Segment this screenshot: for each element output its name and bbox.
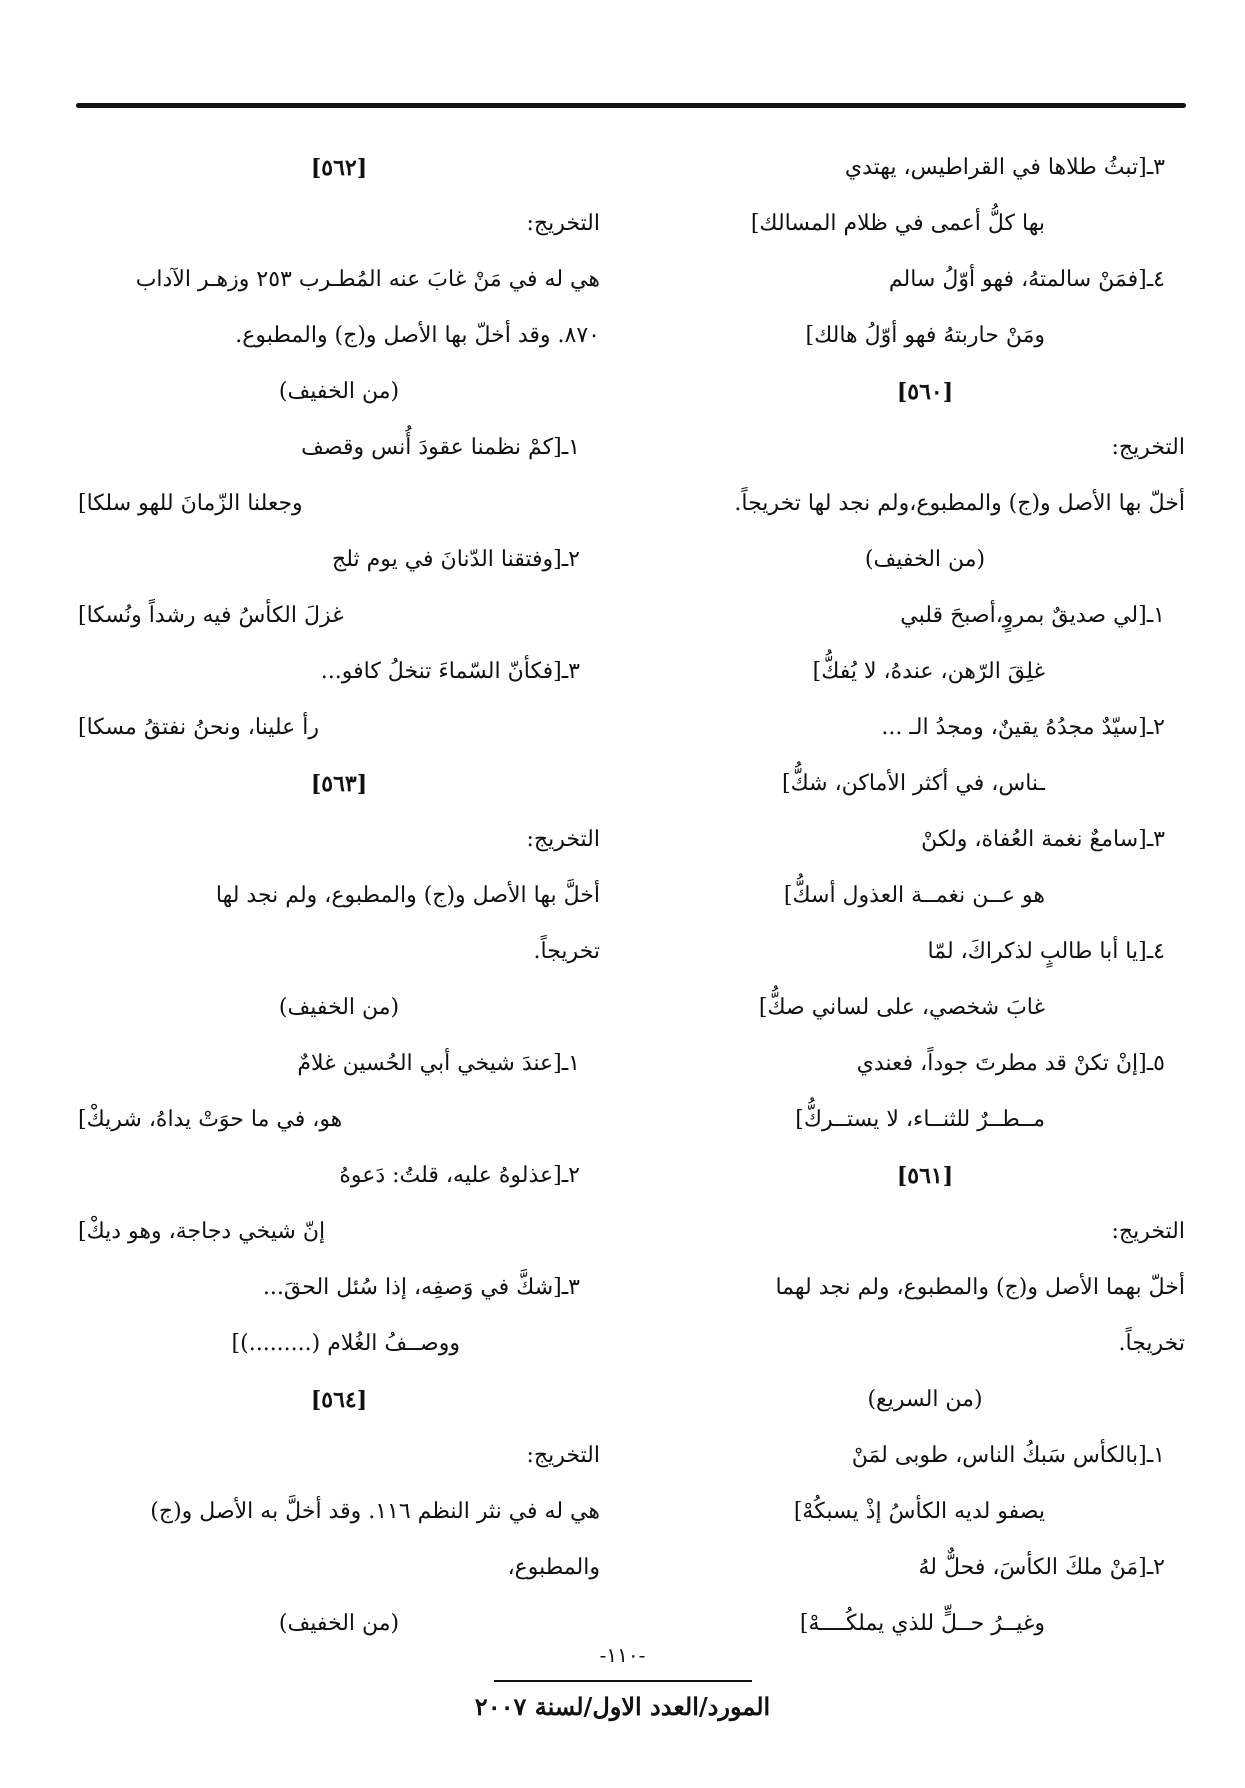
text-line: إنّ شيخي دجاجة، وهو ديكْ] (78, 1219, 326, 1244)
journal-citation: المورد/العدد الاول/لسنة ٢٠٠٧ (474, 1692, 771, 1721)
text-line: ١ـ[بالكأس سَبكُ الناس، طوبى لمَنْ (851, 1443, 1165, 1468)
text-line: مــطــرٌ للثنــاء، لا يستــركُّ] (795, 1107, 1045, 1132)
text-line: ٨٧٠. وقد أخلّ بها الأصل و(ج) والمطبوع. (235, 323, 600, 348)
text-line: (من الخفيف) (278, 1611, 400, 1636)
text-line: [٥٦٤] (310, 1387, 368, 1413)
text-line: ٣ـ[شكَّ في وَصفِه، إذا سُئل الحقَ... (262, 1275, 580, 1300)
text-line: [٥٦١] (896, 1163, 954, 1189)
text-line: هو عــن نغمــة العذول أسكُّ] (783, 883, 1045, 908)
text-line: ـناس، في أكثر الأماكن، شكُّ] (782, 771, 1045, 796)
text-line: هو، في ما حوَتْ يداهُ، شريكْ] (78, 1107, 343, 1132)
text-line: هي له في نثر النظم ١١٦. وقد أخلَّ به الأصل و(ج) (150, 1499, 600, 1524)
page-number: -١١٠- (599, 1643, 646, 1667)
text-line: أخلّ بها الأصل و(ج) والمطبوع،ولم نجد لها تخريجاً. (734, 491, 1185, 516)
text-line: (من الخفيف) (864, 547, 986, 572)
text-line: وجعلنا الزّمانَ للهو سلكا] (78, 491, 303, 516)
text-line: [٥٦٣] (310, 771, 368, 797)
top-rule (76, 103, 1186, 108)
text-line: وغيــرُ حــلٍّ للذي يملكُــــهْ] (799, 1611, 1045, 1636)
text-line: (من السريع) (867, 1387, 983, 1412)
text-line: ٥ـ[إنْ تكنْ قد مطرتَ جوداً، فعندي (856, 1051, 1165, 1076)
text-line: ٢ـ[مَنْ ملكَ الكأسَ، فحلٌّ لهُ (918, 1555, 1165, 1580)
text-line: ٤ـ[فمَنْ سالمتهُ، فهو أوّلُ سالم (888, 267, 1165, 292)
text-line: ٢ـ[وفتقنا الدّنانَ في يوم ثلج (332, 547, 580, 572)
text-line: ١ـ[عندَ شيخي أبي الحُسين غلامٌ (297, 1051, 580, 1076)
text-line: ومَنْ حاربتهُ فهو أوّلُ هالك] (805, 323, 1045, 348)
text-line: ١ـ[لي صديقٌ بمروٍ،أصبحَ قلبي (900, 603, 1165, 628)
text-line: التخريج: (526, 1443, 600, 1468)
text-line: غلِقَ الرّهن، عندهُ، لا يُفكُّ] (812, 659, 1045, 684)
text-line: أخلّ بهما الأصل و(ج) والمطبوع، ولم نجد لهما (775, 1275, 1185, 1300)
text-line: ٢ـ[عذلوهُ عليه، قلتُ: دَعوهُ (339, 1163, 580, 1188)
text-line: ٢ـ[سيّدٌ مجدُهُ يقينٌ، ومجدُ الـ ... (881, 715, 1165, 740)
text-line: تخريجاً. (1118, 1331, 1185, 1356)
text-line: يصفو لديه الكأسُ إذْ يسبكُهْ] (793, 1499, 1045, 1524)
text-line: أخلَّ بها الأصل و(ج) والمطبوع، ولم نجد لها (215, 883, 600, 908)
right-column (665, 140, 1185, 1652)
text-line: التخريج: (526, 827, 600, 852)
text-line: والمطبوع، (507, 1555, 600, 1580)
text-line: (من الخفيف) (278, 379, 400, 404)
text-line: [٥٦٢] (310, 155, 368, 181)
text-line: ووصــفُ الغُلام (.........)] (231, 1331, 460, 1356)
text-line: ٣ـ[فكأنّ السّماءَ تنخلُ كافو... (320, 659, 580, 684)
text-line: التخريج: (1111, 435, 1185, 460)
text-line: تخريجاً. (533, 939, 600, 964)
text-line: ٣ـ[تبثُ طلاها في القراطيس، يهتدي (844, 155, 1165, 180)
text-line: [٥٦٠] (896, 379, 954, 405)
text-line: غزلَ الكأسُ فيه رشداً ونُسكا] (78, 603, 344, 628)
text-line: بها كلُّ أعمى في ظلام المسالك] (750, 211, 1045, 236)
text-line: رأ علينا، ونحنُ نفتقُ مسكا] (78, 715, 319, 740)
text-line: التخريج: (1111, 1219, 1185, 1244)
text-line: (من الخفيف) (278, 995, 400, 1020)
text-line: التخريج: (526, 211, 600, 236)
text-line: ١ـ[كمْ نظمنا عقودَ أُنس وقصف (301, 435, 580, 460)
footer-rule (494, 1680, 752, 1682)
text-line: ٤ـ[يا أبا طالبٍ لذكراكَ، لمّا (927, 939, 1165, 964)
text-line: غابَ شخصي، على لساني صكُّ] (758, 995, 1045, 1020)
text-line: هي له في مَنْ غابَ عنه المُطـرب ٢٥٣ وزهـر الآداب (135, 267, 600, 292)
left-column (78, 140, 600, 1652)
text-line: ٣ـ[سامعٌ نغمة العُفاة، ولكنْ (921, 827, 1165, 852)
